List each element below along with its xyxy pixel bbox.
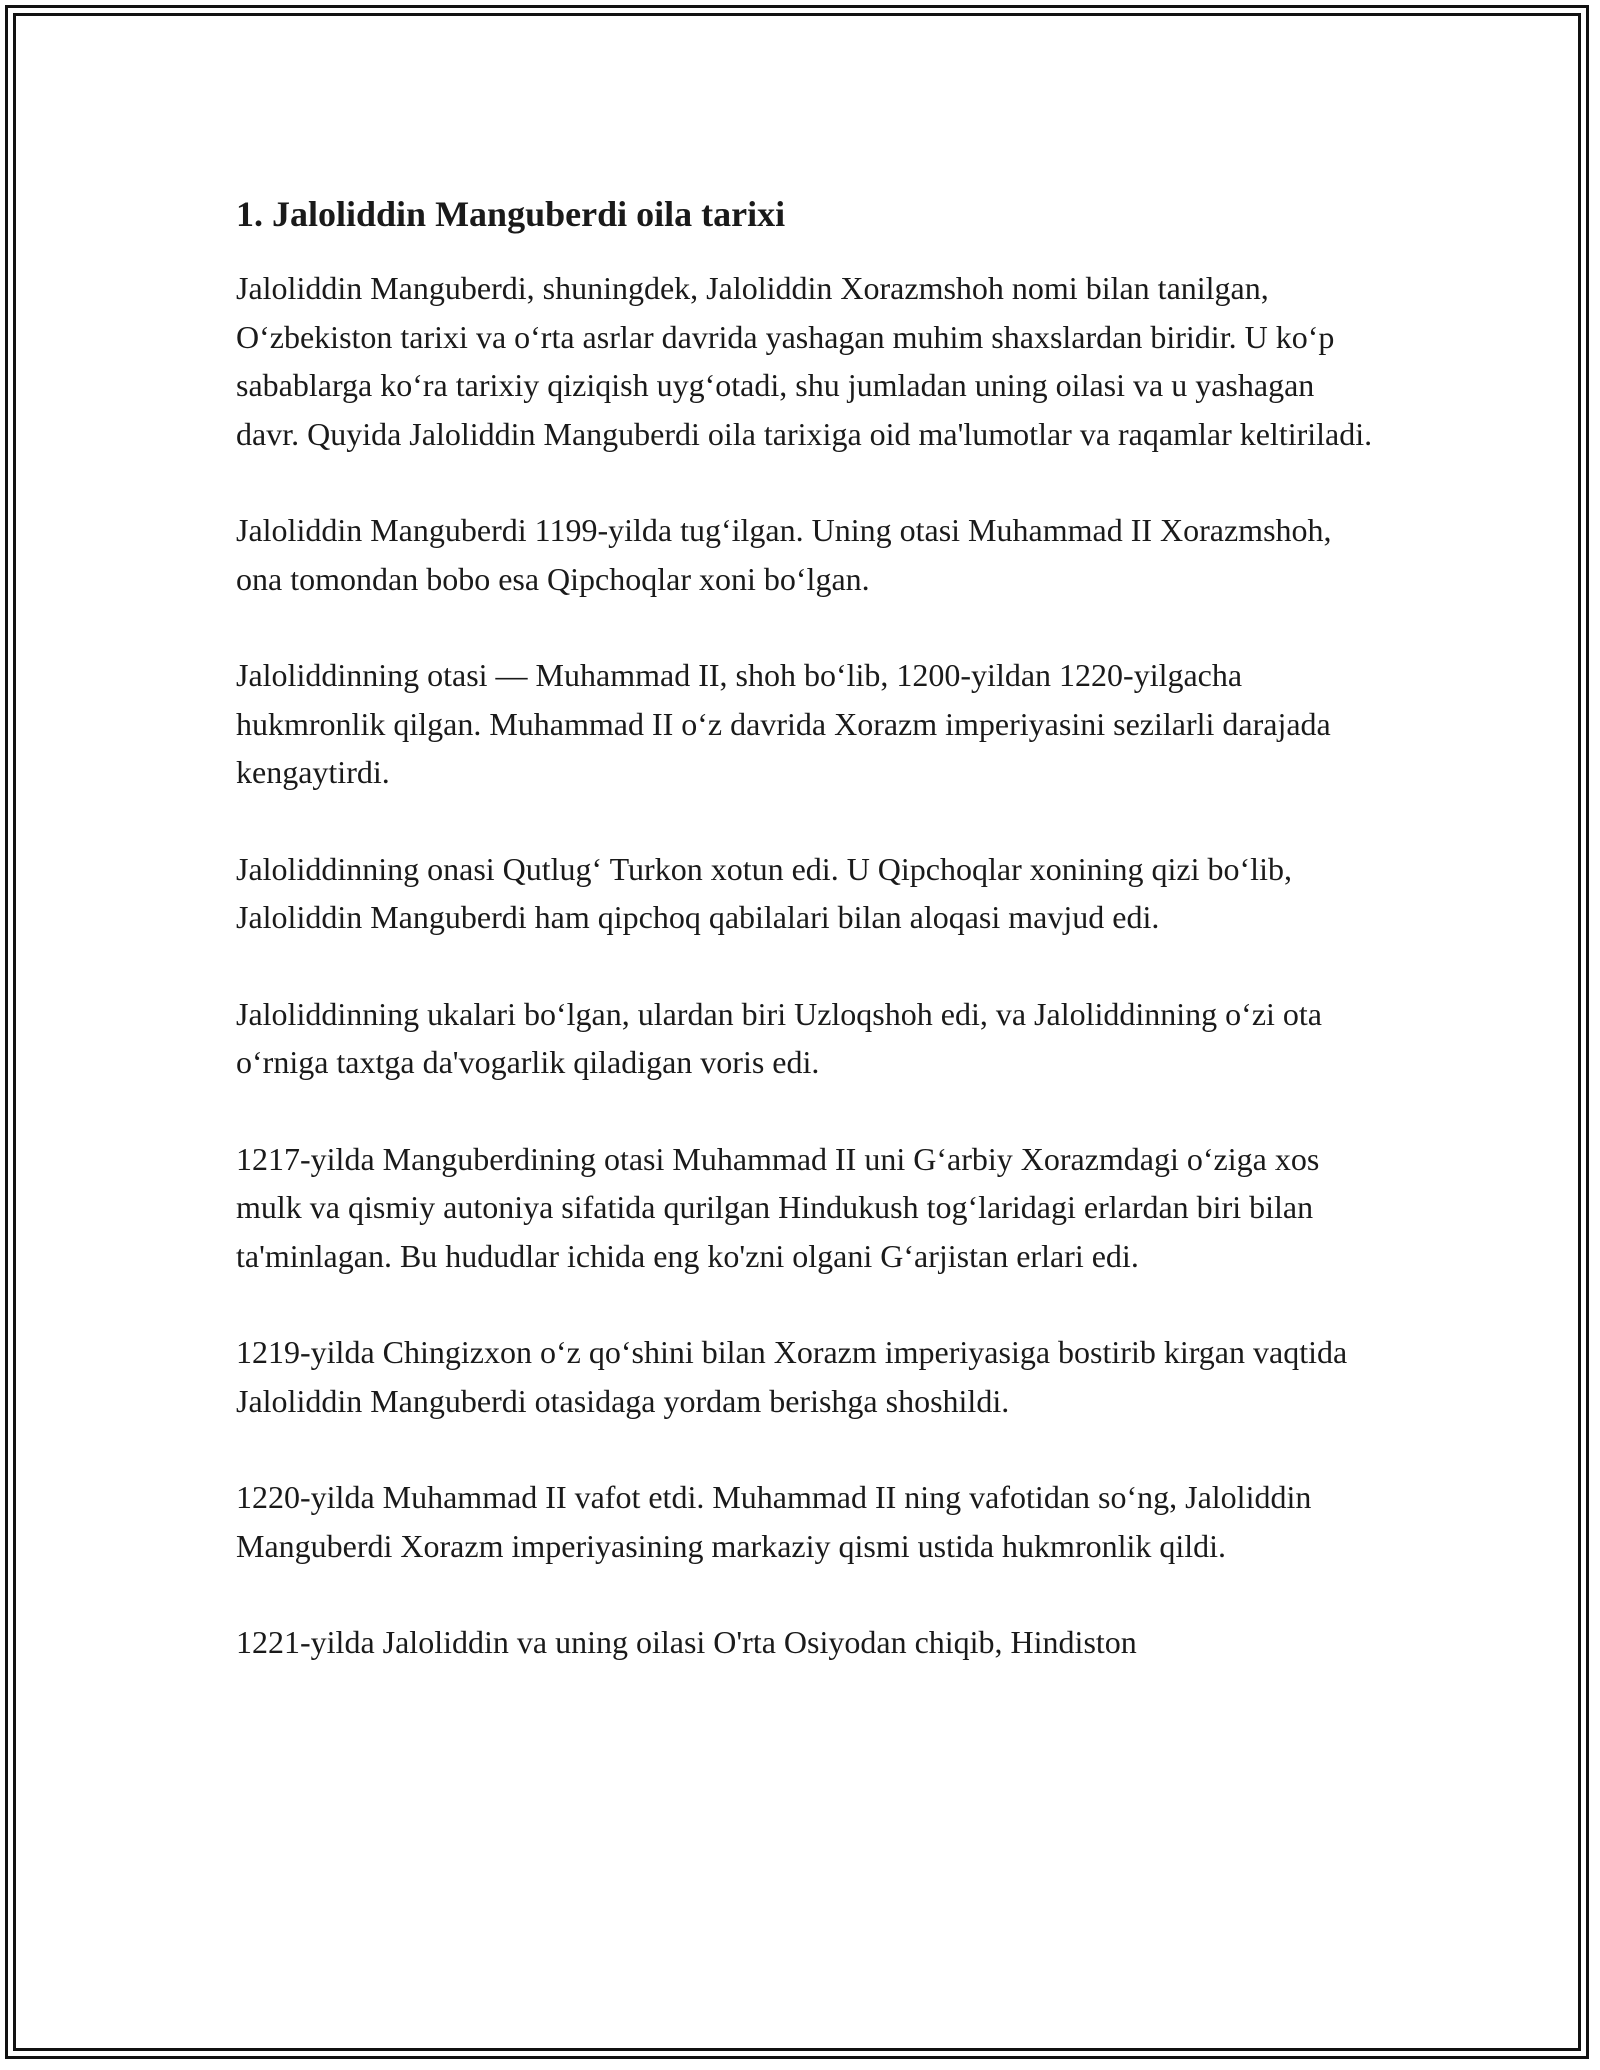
paragraph-birth: Jaloliddin Manguberdi 1199-yilda tug‘ilgan. Uning otasi Muhammad II Xorazmshoh, ona tomondan bobo esa Qipchoqlar xoni bo‘lgan. [236,512,1332,597]
paragraph-1217: 1217-yilda Manguberdining otasi Muhammad II uni G‘arbiy Xorazmdagi o‘ziga xos mulk va qismiy autoniya sifatida qurilgan Hindukush tog‘laridagi erlardan biri bilan ta'minlagan. Bu hududlar ichida eng ko'zni olgani G‘arjistan erlari edi. [236,1140,1320,1274]
paragraph-1221: 1221-yilda Jaloliddin va uning oilasi O'rta Osiyodan chiqib, Hindiston [236,1624,1137,1660]
paragraph-brothers: Jaloliddinning ukalari bo‘lgan, ulardan biri Uzloqshoh edi, va Jaloliddinning o‘zi ota o‘rniga taxtga da'vogarlik qiladigan voris edi. [236,995,1322,1080]
document-body [236,190,1376,1715]
paragraph-intro: Jaloliddin Manguberdi, shuningdek, Jaloliddin Xorazmshoh nomi bilan tanilgan, O‘zbekiston tarixi va o‘rta asrlar davrida yashagan muhim shaxslardan biridir. U ko‘p sabablarga ko‘ra tarixiy qiziqish uyg‘otadi, shu jumladan uning oilasi va u yashagan davr. Quyida Jaloliddin Manguberdi oila tarixiga oid ma'lumotlar va raqamlar keltiriladi. [236,270,1373,452]
paragraph-1219: 1219-yilda Chingizxon o‘z qo‘shini bilan Xorazm imperiyasiga bostirib kirgan vaqtida Jaloliddin Manguberdi otasidaga yordam berishga shoshildi. [236,1334,1348,1419]
paragraph-1220: 1220-yilda Muhammad II vafot etdi. Muhammad II ning vafotidan so‘ng, Jaloliddin Manguberdi Xorazm imperiyasining markaziy qismi ustida hukmronlik qildi. [236,1479,1312,1564]
paragraph-father: Jaloliddinning otasi — Muhammad II, shoh bo‘lib, 1200-yildan 1220-yilgacha hukmronlik qilgan. Muhammad II o‘z davrida Xorazm imperiyasini sezilarli darajada kengaytirdi. [236,657,1331,790]
paragraph-mother: Jaloliddinning onasi Qutlug‘ Turkon xotun edi. U Qipchoqlar xonining qizi bo‘lib, Jaloliddin Manguberdi ham qipchoq qabilalari bilan aloqasi mavjud edi. [236,850,1292,935]
section-heading: 1. Jaloliddin Manguberdi oila tarixi [236,194,786,234]
